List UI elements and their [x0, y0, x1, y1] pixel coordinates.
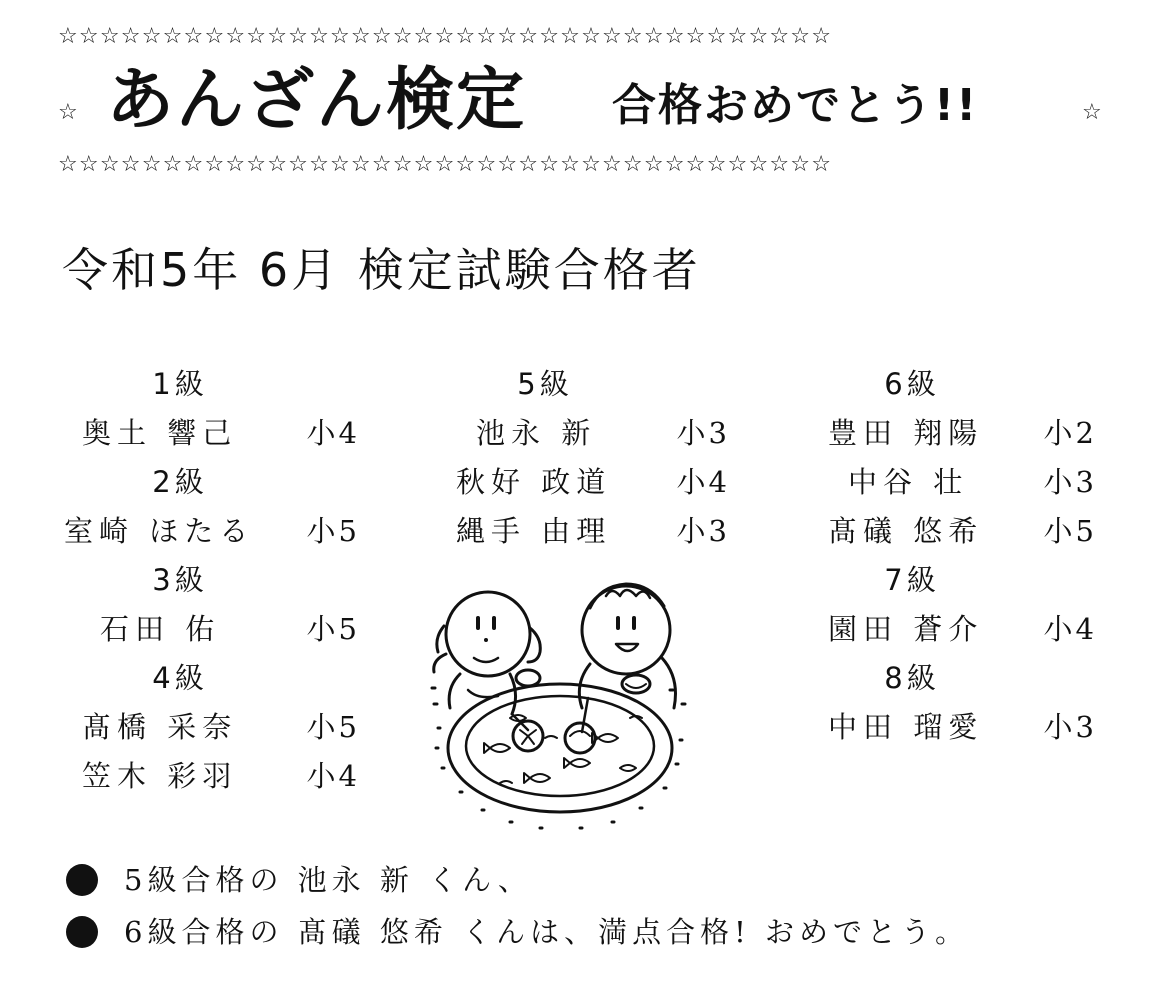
passer-row: [450, 458, 730, 507]
passer-name: 笠木 彩羽: [82, 759, 238, 793]
passer-name: 池永 新: [476, 416, 597, 450]
passer-grade: 小4: [1043, 612, 1097, 646]
page-title: あんざん検定: [106, 61, 527, 140]
level-heading: 5級: [517, 367, 573, 401]
bullet-icon: [66, 864, 98, 896]
passer-grade: 小5: [306, 612, 360, 646]
notes: [66, 854, 969, 958]
level-heading: 4級: [152, 661, 208, 695]
passer-grade: 小3: [676, 514, 730, 548]
passer-grade: 小3: [1043, 465, 1097, 499]
level-heading: 1級: [152, 367, 208, 401]
passer-grade: 小5: [306, 514, 360, 548]
passer-name: 園田 蒼介: [828, 612, 984, 646]
subtitle: 令和5年 6月 検定試験合格者: [62, 243, 701, 297]
passer-grade: 小2: [1043, 416, 1097, 450]
passer-row: [822, 703, 1097, 752]
passer-column-1: [60, 360, 360, 801]
passer-name: 髙礒 悠希: [828, 514, 984, 548]
level-heading: 6級: [884, 367, 940, 401]
passer-grade: 小3: [1043, 710, 1097, 744]
passer-row: [60, 507, 360, 556]
passer-grade: 小4: [306, 759, 360, 793]
passer-name: 中田 瑠愛: [828, 710, 984, 744]
kids-fishing-illustration: [430, 578, 690, 838]
star-border-top: ☆☆☆☆☆☆☆☆☆☆☆☆☆☆☆☆☆☆☆☆☆☆☆☆☆☆☆☆☆☆☆☆☆☆☆☆☆: [58, 24, 833, 49]
passer-row: [822, 458, 1097, 507]
passer-row: [822, 409, 1097, 458]
level-heading: 7級: [884, 563, 940, 597]
note-item: [66, 854, 969, 906]
passer-row: [60, 605, 360, 654]
note-item: [66, 906, 969, 958]
passer-grade: 小4: [306, 416, 360, 450]
passer-row: [60, 409, 360, 458]
level-heading: 8級: [884, 661, 940, 695]
passer-grade: 小5: [306, 710, 360, 744]
passer-name: 縄手 由理: [456, 514, 612, 548]
passer-row: [60, 703, 360, 752]
passer-name: 豊田 翔陽: [828, 416, 984, 450]
passer-name: 室崎 ほたる: [64, 514, 255, 548]
passer-grade: 小3: [676, 416, 730, 450]
passer-row: [60, 752, 360, 801]
passer-row: [450, 409, 730, 458]
star-icon-right: ☆: [1082, 100, 1102, 125]
level-heading: 3級: [152, 563, 208, 597]
passer-row: [450, 507, 730, 556]
star-border-bottom: ☆☆☆☆☆☆☆☆☆☆☆☆☆☆☆☆☆☆☆☆☆☆☆☆☆☆☆☆☆☆☆☆☆☆☆☆☆: [58, 152, 833, 177]
passer-row: [822, 507, 1097, 556]
passer-name: 中谷 壮: [848, 465, 969, 499]
passer-name: 秋好 政道: [456, 465, 612, 499]
passer-row: [822, 605, 1097, 654]
congrats-heading: 合格おめでとう!!: [612, 80, 979, 131]
passer-name: 髙橋 采奈: [82, 710, 238, 744]
passer-grade: 小5: [1043, 514, 1097, 548]
bullet-icon: [66, 916, 98, 948]
passer-name: 奥土 響己: [82, 416, 238, 450]
star-icon-left: ☆: [58, 100, 78, 125]
note-text: 5級合格の 池永 新 くん、: [124, 863, 532, 897]
note-text: 6級合格の 髙礒 悠希 くんは、満点合格! おめでとう。: [124, 915, 969, 949]
passer-column-2: [450, 360, 730, 556]
level-heading: 2級: [152, 465, 208, 499]
passer-grade: 小4: [676, 465, 730, 499]
passer-column-3: [822, 360, 1097, 752]
passer-name: 石田 佑: [100, 612, 221, 646]
